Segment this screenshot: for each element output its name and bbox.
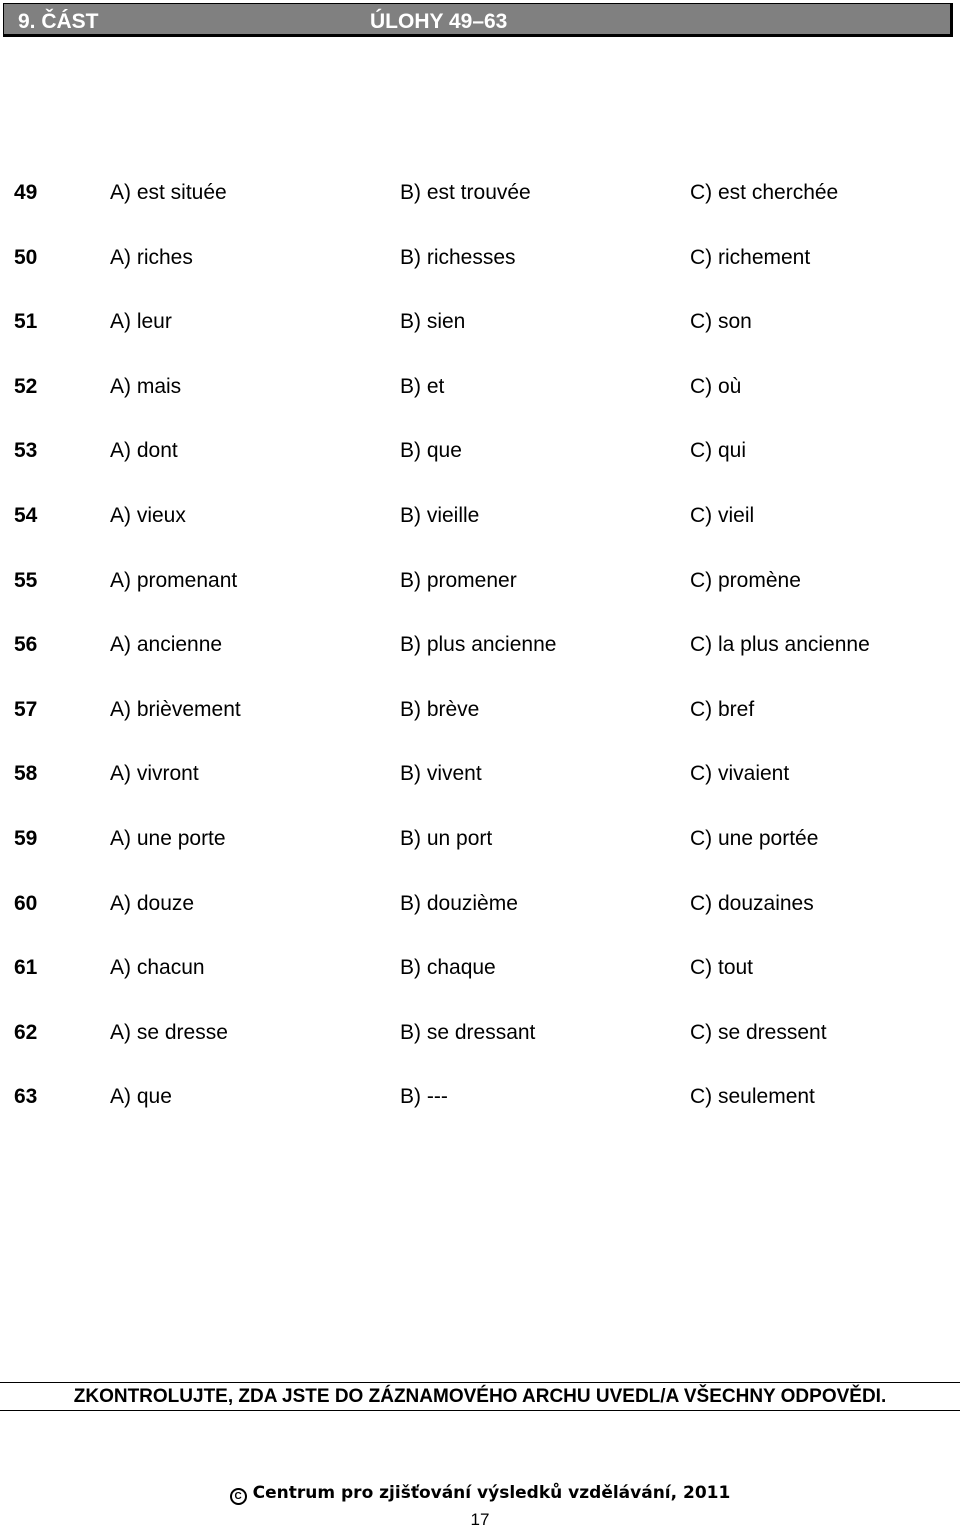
option-b: B) --- [400, 1085, 448, 1109]
question-list [0, 176, 960, 1145]
option-c: C) une portée [690, 826, 819, 850]
question-row [0, 693, 960, 758]
option-b: B) vivent [400, 762, 482, 786]
question-row [0, 757, 960, 822]
option-b: B) sien [400, 310, 466, 334]
question-number: 62 [14, 1020, 38, 1044]
option-b: B) un port [400, 826, 493, 850]
option-b: B) vieille [400, 503, 480, 527]
option-a: A) douze [110, 891, 195, 915]
option-b: B) plus ancienne [400, 633, 557, 657]
question-number: 59 [14, 826, 38, 850]
option-b: B) brève [400, 697, 480, 721]
question-number: 51 [14, 310, 38, 334]
option-c: C) douzaines [690, 891, 814, 915]
option-c: C) bref [690, 697, 755, 721]
copyright-text: Centrum pro zjišťování výsledků vzdělávání, 2011 [252, 1483, 731, 1503]
option-c: C) tout [690, 956, 754, 980]
question-row [0, 951, 960, 1016]
question-row [0, 176, 960, 241]
option-b: B) richesses [400, 245, 516, 269]
option-a: A) leur [110, 310, 172, 334]
option-c: C) vivaient [690, 762, 790, 786]
question-row [0, 1080, 960, 1145]
question-row [0, 564, 960, 629]
question-number: 58 [14, 762, 38, 786]
question-row [0, 887, 960, 952]
question-row [0, 241, 960, 306]
option-b: B) et [400, 374, 445, 398]
question-row [0, 370, 960, 435]
option-a: A) brièvement [110, 697, 241, 721]
option-a: A) mais [110, 374, 182, 398]
check-answers-note: ZKONTROLUJTE, ZDA JSTE DO ZÁZNAMOVÉHO ARCHU UVEDL/A VŠECHNY ODPOVĚDI. [73, 1386, 887, 1407]
question-number: 63 [14, 1085, 38, 1109]
option-c: C) promène [690, 568, 801, 592]
option-c: C) la plus ancienne [690, 633, 870, 657]
option-a: A) se dresse [110, 1020, 228, 1044]
question-number: 60 [14, 891, 38, 915]
copyright-icon: C [230, 1488, 247, 1505]
question-number: 52 [14, 374, 38, 398]
question-row [0, 628, 960, 693]
section-header [3, 3, 953, 37]
question-number: 53 [14, 439, 38, 463]
option-b: B) douzième [400, 891, 518, 915]
question-number: 55 [14, 568, 38, 592]
option-a: A) ancienne [110, 633, 223, 657]
option-c: C) est cherchée [690, 181, 839, 204]
question-row [0, 305, 960, 370]
question-number: 61 [14, 956, 38, 980]
option-b: B) que [400, 439, 462, 463]
divider-bottom [0, 1410, 960, 1411]
question-number: 54 [14, 503, 38, 527]
option-c: C) où [690, 374, 742, 398]
option-a: A) promenant [110, 568, 238, 592]
question-number: 50 [14, 245, 38, 269]
option-c: C) son [690, 310, 752, 334]
option-a: A) que [110, 1085, 172, 1109]
section-part-title: 9. ČÁST [18, 10, 99, 33]
option-a: A) chacun [110, 956, 205, 980]
option-c: C) vieil [690, 503, 755, 527]
option-b: B) est trouvée [400, 181, 531, 204]
option-c: C) qui [690, 439, 747, 463]
option-b: B) se dressant [400, 1020, 536, 1044]
question-number: 49 [14, 181, 38, 204]
option-c: C) richement [690, 245, 811, 269]
question-row [0, 1016, 960, 1081]
question-row [0, 434, 960, 499]
option-a: A) est située [110, 181, 227, 204]
question-row [0, 822, 960, 887]
option-a: A) vieux [110, 503, 186, 527]
option-b: B) promener [400, 568, 517, 592]
option-a: A) dont [110, 439, 178, 463]
section-tasks-title: ÚLOHY 49–63 [370, 10, 508, 33]
option-c: C) seulement [690, 1085, 815, 1109]
copyright-line [0, 1481, 960, 1505]
page-number: 17 [470, 1510, 490, 1529]
option-b: B) chaque [400, 956, 496, 980]
option-a: A) vivront [110, 762, 199, 786]
option-a: A) une porte [110, 826, 226, 850]
question-row [0, 499, 960, 564]
option-c: C) se dressent [690, 1020, 827, 1044]
divider-top [0, 1382, 960, 1383]
question-number: 56 [14, 633, 38, 657]
option-a: A) riches [110, 245, 193, 269]
question-number: 57 [14, 697, 38, 721]
